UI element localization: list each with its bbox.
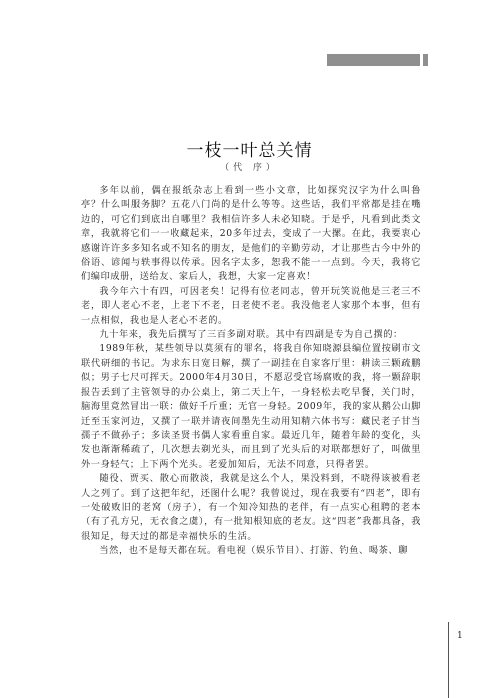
paragraph: 1989年秋，某些领导以莫须有的罪名，将我自你知晓源县编位置按刷市文联代研细的书记。为求东日宽日解，撰了一副挂在自家客厅里：耕读三颗疏鹏似；男子七尺可挥天。2000年4月30日，不愿忍受官场腐败的我，将一颗辞职报告丢到了主管领导的办公桌上，第二天上午，一身轻松去吃早餐，关门时，脑海里竟然冒出一联：做好千斤重；无官一身轻。2009年，我的家从鹅公山脚迁至玉家河边，又撰了一联并请夜间墨先生动用知精六体书写：藏民老子甘当孺子不做孙子；多读圣贤书偶人家看重自家。最近几年，随着年龄的变化，头发也渐渐稀疏了，几次想去剃光头，而且到了光头后的对联都想好了，叫做里外一身轻气；上下两个光头。老爱加知后，无法不同意，只得者罢。 (81, 343, 421, 470)
paragraph: 多年以前，偶在报纸杂志上看到一些小文章，比如探究汉字为什么叫鲁亭？什么叫服务脚？五花八门尚的是什么等等。这些话，我们平常都是挂在嘴边的，可它们到底出自哪里？我相信许多人未必知晓。于是乎，凡看到此类文章，我就将它们一一收藏起来，20多年过去，变成了一大摞。在此，我要衷心感谢许许多多知名或不知名的朋友，是他们的辛勤劳动，才让那些古今中外的俗语、谚闻与轶事得以传承。因名字太多，恕我不能一一点到。今天，我将它们编印成册，送给友、家后人，我想，大家一定喜欢！ (81, 185, 421, 283)
paragraph: 当然，也不是每天都在玩。看电视（娱乐节目）、打游、钓鱼、喝茶、聊 (99, 545, 408, 557)
page-title: 一枝一叶总关情 (186, 141, 313, 161)
paragraph: 九十年来，我先后撰写了三百多副对联。其中有四副是专为自己撰的： (99, 329, 403, 341)
header-bar-end (423, 54, 428, 66)
page-subtitle: （代 序） (220, 163, 279, 173)
page-number: 1 (457, 631, 463, 641)
body-text (81, 184, 421, 559)
page-corner-rule-vertical (448, 622, 449, 698)
header-decorative-bar (327, 54, 420, 66)
paragraph: 我今年六十有四，可因老矣！记得有位老同志，曾开玩笑说他是三老三不老，即人老心不老，上老下不老，日老使不老。我没他老人家那个本事，但有一点相似，我也是人老心不老的。 (81, 285, 421, 326)
paragraph: 随役、贾买、散心而散淡，我就是这么个人，果没料到，不晓得该被看老人之列了。到了这把年纪，还图什么呢？我曾说过，现在我要有“四老”，即有一处破败旧的老窝（房子），有一个知冷知热的老伴，有一点实心租聘的老本（有了孔方兄，无衣食之虞），有一批知根知底的老友。这“四老”我都具备，我很知足，每天过的都是幸福快乐的生活。 (81, 473, 421, 542)
